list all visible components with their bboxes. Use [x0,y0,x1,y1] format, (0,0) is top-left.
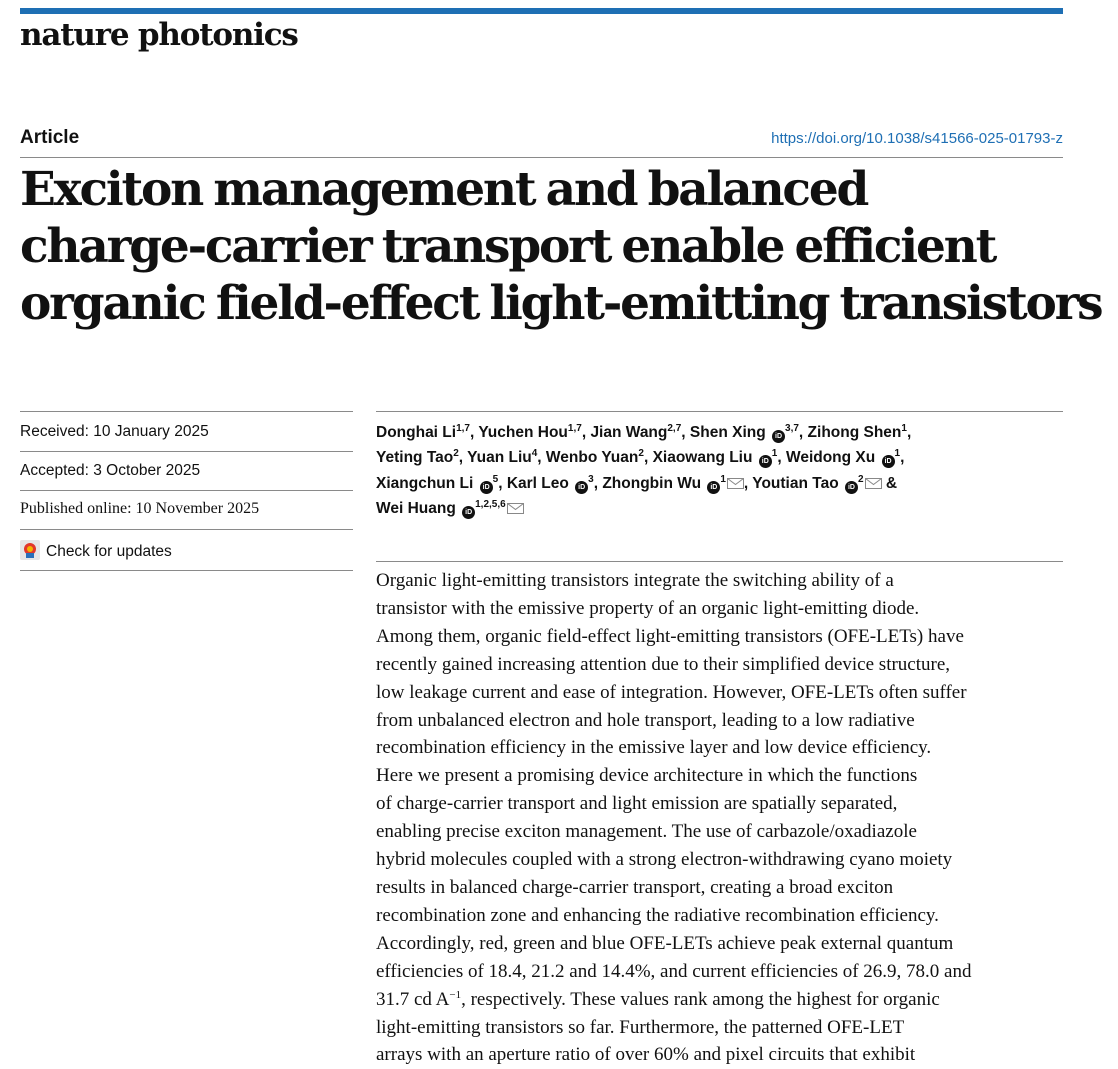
affiliation-sup: 1 [894,448,901,460]
author-name[interactable]: Yuchen Hou [478,424,568,441]
abstract-fragment: 31.7 cd A [376,988,450,1010]
author-name[interactable]: Wenbo Yuan [545,449,639,467]
author-name[interactable]: Yeting Tao [376,449,454,467]
affiliation-sup: 1,7 [456,423,470,434]
abstract-line: Organic light-emitting transistors integrate the switching ability of a [376,570,894,591]
author-name[interactable]: Jian Wang [590,424,668,441]
check-updates-icon [20,540,40,560]
author-name[interactable]: Donghai Li [376,424,457,441]
affiliation-sup: 3,7 [785,423,799,434]
orcid-icon[interactable]: iD [575,481,588,494]
abstract-line: recombination efficiency in the emissive layer and low device efficiency. [376,737,932,759]
affiliation-sup: 1 [901,423,907,434]
orcid-icon[interactable]: iD [707,481,720,494]
abstract-fragment: , respectively. These values rank among the highest for organic [461,988,940,1010]
author-name[interactable]: Weidong Xu [785,449,876,467]
article-title [20,161,1102,332]
email-icon[interactable] [507,503,524,514]
affiliation-sup: 5 [492,473,499,485]
title-line: organic field-effect light-emitting transistors [20,276,1102,331]
author-name[interactable]: Karl Leo [506,474,569,492]
author-name[interactable]: Xiangchun Li [376,474,474,492]
meta-rule [20,570,353,571]
affiliation-sup: 1 [771,448,778,460]
abstract-line: Among them, organic field-effect light-emitting transistors (OFE-LETs) have [376,625,964,647]
orcid-icon[interactable]: iD [882,455,895,468]
meta-rule [20,529,353,530]
email-icon[interactable] [865,478,882,489]
authors-rule [376,411,1063,412]
author-name[interactable]: Zhongbin Wu [602,474,702,492]
abstract-line: from unbalanced electron and hole transport, leading to a low radiative [376,709,915,731]
author-list: Donghai Li$^{1,7}$, Yuchen Hou$^{1,7}$, Jian Wang$^{2,7}$, Shen Xing iD$^{3,7}$, Zihong Shen$^1$, Yeting Tao$^2$, Yuan Liu$^4$, Wenbo Yuan$^2$, Xiaowang Liu $iD^1$, Weidong Xu $iD^1$, Xiangchun Li $iD^5$, Karl Leo $iD^3$, Zhongbin Wu $iD^1$ , Youtian Tao $iD^2$ & Wei Huang iD$^{1,2,5,6}$ [376,423,912,517]
title-line: charge-carrier transport enable efficient [20,219,996,274]
affiliation-sup: 2,7 [667,423,682,434]
abstract-line [376,986,1076,1014]
affiliation-sup: 1,2,5,6 [475,498,506,510]
abstract-line: Here we present a promising device architecture in which the functions [376,765,918,787]
affiliation-sup: 1,7 [567,423,582,434]
orcid-icon[interactable]: iD [480,481,493,494]
email-icon[interactable] [727,478,744,489]
author-name[interactable]: Xiaowang Liu [652,449,753,467]
abstract-line: low leakage current and ease of integration. However, OFE-LETs often suffer [376,681,967,703]
abstract-rule [376,561,1063,562]
author-name[interactable]: Zihong Shen [807,424,902,441]
affiliation-sup: 1 [720,473,726,485]
abstract-line: light-emitting transistors so far. Furthermore, the patterned OFE-LET [376,1016,905,1038]
affiliation-sup: 2 [857,473,864,485]
meta-rule [20,490,353,491]
abstract-line: of charge-carrier transport and light emission are spatially separated, [376,793,898,815]
abstract-line: efficiencies of 18.4, 21.2 and 14.4%, and current efficiencies of 26.9, 78.0 and [376,960,972,982]
published-date: Published online: 10 November 2025 [20,500,260,517]
meta-rule [20,451,353,452]
orcid-icon[interactable]: iD [845,481,858,494]
doi-link[interactable]: https://doi.org/10.1038/s41566-025-01793-z [771,130,1063,147]
orcid-icon[interactable]: iD [759,455,772,468]
orcid-icon[interactable]: iD [462,506,475,519]
journal-top-bar [20,8,1063,14]
author-name[interactable]: Yuan Liu [467,449,532,467]
header-rule [20,157,1063,158]
affiliation-sup: 2 [453,448,459,460]
abstract-line: enabling precise exciton management. The use of carbazole/oxadiazole [376,821,917,843]
orcid-icon[interactable]: iD [772,430,785,443]
check-for-updates[interactable] [20,540,172,561]
abstract-line: hybrid molecules coupled with a strong electron-withdrawing cyano moiety [376,849,953,871]
abstract-line: arrays with an aperture ratio of over 60% and pixel circuits that exhibit [376,1044,916,1066]
author-name[interactable]: Youtian Tao [752,474,839,492]
abstract-line: results in balanced charge-carrier transport, creating a broad exciton [376,876,894,898]
meta-rule [20,411,353,412]
abstract-line: recombination zone and enhancing the radiative recombination efficiency. [376,904,939,926]
affiliation-sup: 3 [588,473,594,485]
abstract-line: transistor with the emissive property of an organic light-emitting diode. [376,597,920,619]
author-name[interactable]: Shen Xing [689,424,766,441]
abstract [376,567,1076,1069]
title-line: Exciton management and balanced [20,162,868,217]
unit-exponent: −1 [449,988,462,1001]
journal-name: nature photonics [20,17,298,53]
author-name[interactable]: Wei Huang [376,499,456,517]
article-type: Article [20,127,80,148]
received-date: Received: 10 January 2025 [20,423,209,440]
accepted-date: Accepted: 3 October 2025 [20,462,201,479]
affiliation-sup: 4 [531,448,538,460]
abstract-line: recently gained increasing attention due to their simplified device structure, [376,653,951,675]
affiliation-sup: 2 [638,448,644,460]
abstract-line: Accordingly, red, green and blue OFE-LETs achieve peak external quantum [376,932,954,954]
check-updates-label: Check for updates [46,543,172,560]
